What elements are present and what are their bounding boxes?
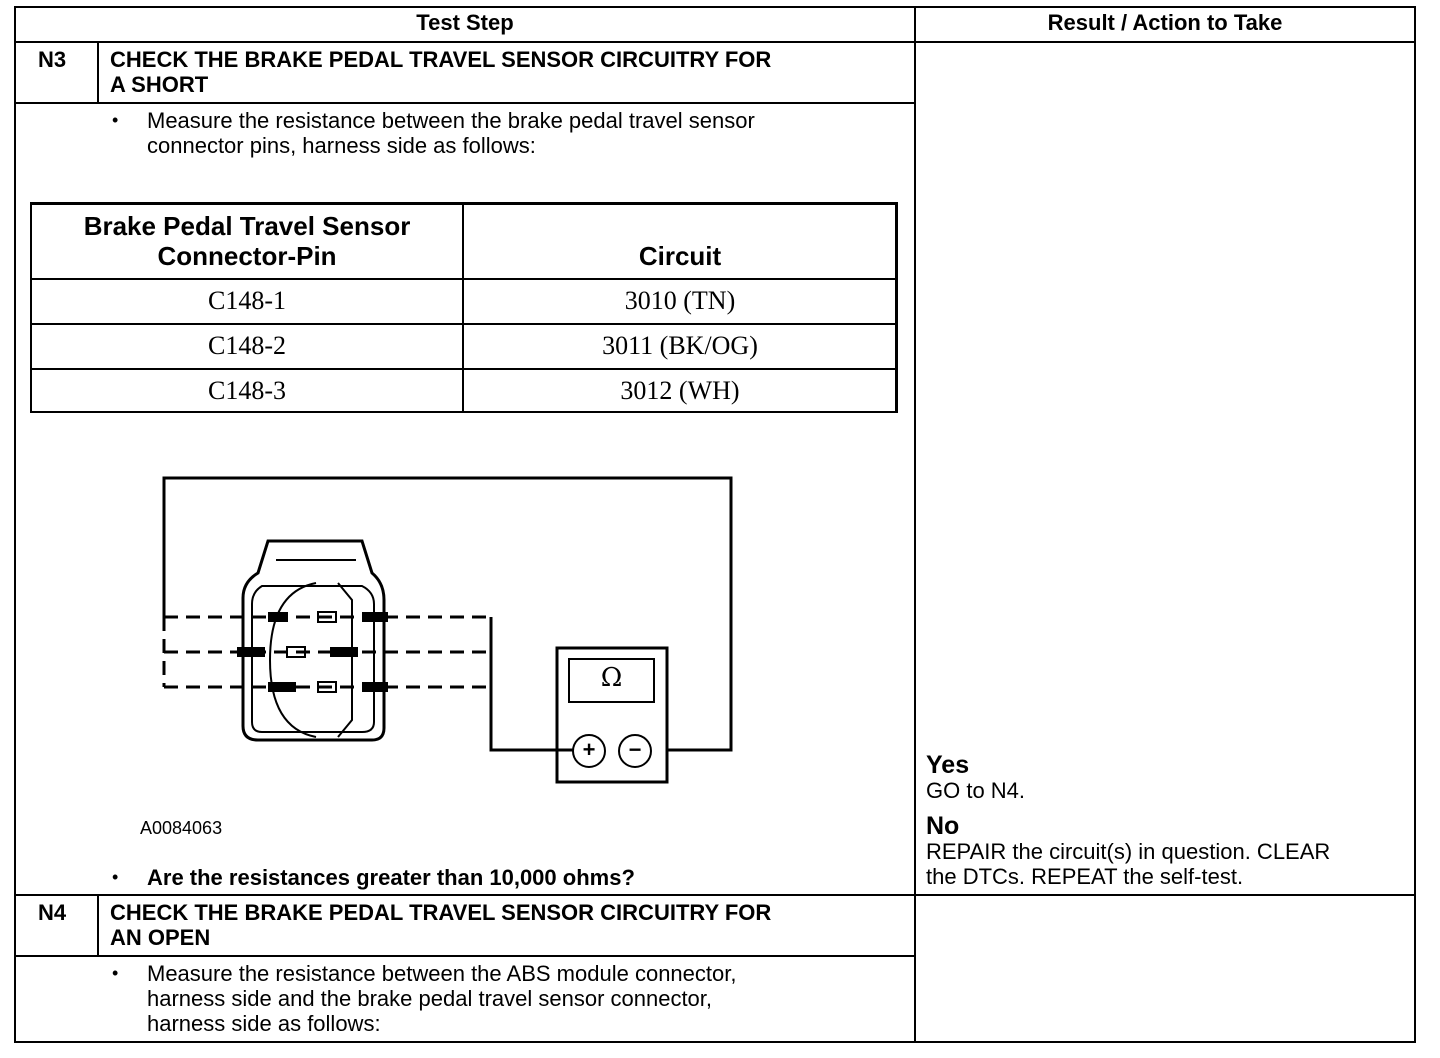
n4-instruction-line2: harness side and the brake pedal travel sensor connector,: [147, 986, 713, 1011]
multimeter-minus-label: −: [628, 737, 642, 762]
pin-cell: C148-3: [208, 376, 286, 405]
result-no-text-line2: the DTCs. REPEAT the self-test.: [926, 864, 1244, 889]
connector-body: [243, 541, 384, 740]
pin-contact: [268, 612, 288, 622]
bullet: •: [112, 963, 119, 983]
pin-cell: C148-1: [208, 286, 286, 315]
pin-cell: C148-2: [208, 331, 286, 360]
result-no-label: No: [926, 812, 960, 840]
step-id-n3: N3: [38, 47, 67, 72]
connector-cavity: [270, 583, 316, 737]
step-title-n4-line1: CHECK THE BRAKE PEDAL TRAVEL SENSOR CIRCUITRY FOR: [110, 900, 772, 925]
step-title-n4-line2: AN OPEN: [110, 925, 211, 950]
step-title-n3-line2: A SHORT: [110, 72, 209, 97]
pin-contact: [330, 647, 358, 657]
header-result: Result / Action to Take: [1047, 10, 1283, 35]
connector-cavity: [338, 583, 352, 737]
harness-dashed-lines: [164, 617, 491, 687]
pin-table-header-pin-line2: Connector-Pin: [157, 241, 337, 271]
test-lead-wire: [491, 617, 574, 750]
n3-instruction-line1: Measure the resistance between the brake pedal travel sensor: [147, 108, 755, 133]
bullet: •: [112, 110, 119, 130]
figure-id: A0084063: [140, 818, 223, 838]
pin-contact: [237, 647, 265, 657]
pin-contact: [362, 612, 388, 622]
multimeter-ohm-symbol: Ω: [600, 663, 623, 693]
result-yes-text: GO to N4.: [926, 778, 1026, 803]
circuit-cell: 3011 (BK/OG): [602, 331, 758, 360]
pin-table-header-pin-line1: Brake Pedal Travel Sensor: [83, 211, 411, 241]
multimeter-plus-label: +: [582, 737, 596, 762]
n4-instruction-line1: Measure the resistance between the ABS module connector,: [147, 961, 737, 986]
pin-table-header-circuit: Circuit: [638, 241, 722, 271]
n3-instruction-line2: connector pins, harness side as follows:: [147, 133, 536, 158]
result-no-text-line1: REPAIR the circuit(s) in question. CLEAR: [926, 839, 1331, 864]
n3-question: Are the resistances greater than 10,000 ohms?: [147, 865, 635, 890]
bullet: •: [112, 867, 119, 887]
header-test-step: Test Step: [416, 10, 514, 35]
pin-contact: [268, 682, 296, 692]
result-yes-label: Yes: [926, 751, 970, 779]
n4-instruction-line3: harness side as follows:: [147, 1011, 381, 1036]
test-lead-wire: [164, 478, 731, 750]
step-title-n3-line1: CHECK THE BRAKE PEDAL TRAVEL SENSOR CIRCUITRY FOR: [110, 47, 772, 72]
circuit-cell: 3012 (WH): [620, 376, 740, 405]
step-id-n4: N4: [38, 900, 67, 925]
pin-contact: [362, 682, 388, 692]
circuit-cell: 3010 (TN): [624, 286, 736, 315]
